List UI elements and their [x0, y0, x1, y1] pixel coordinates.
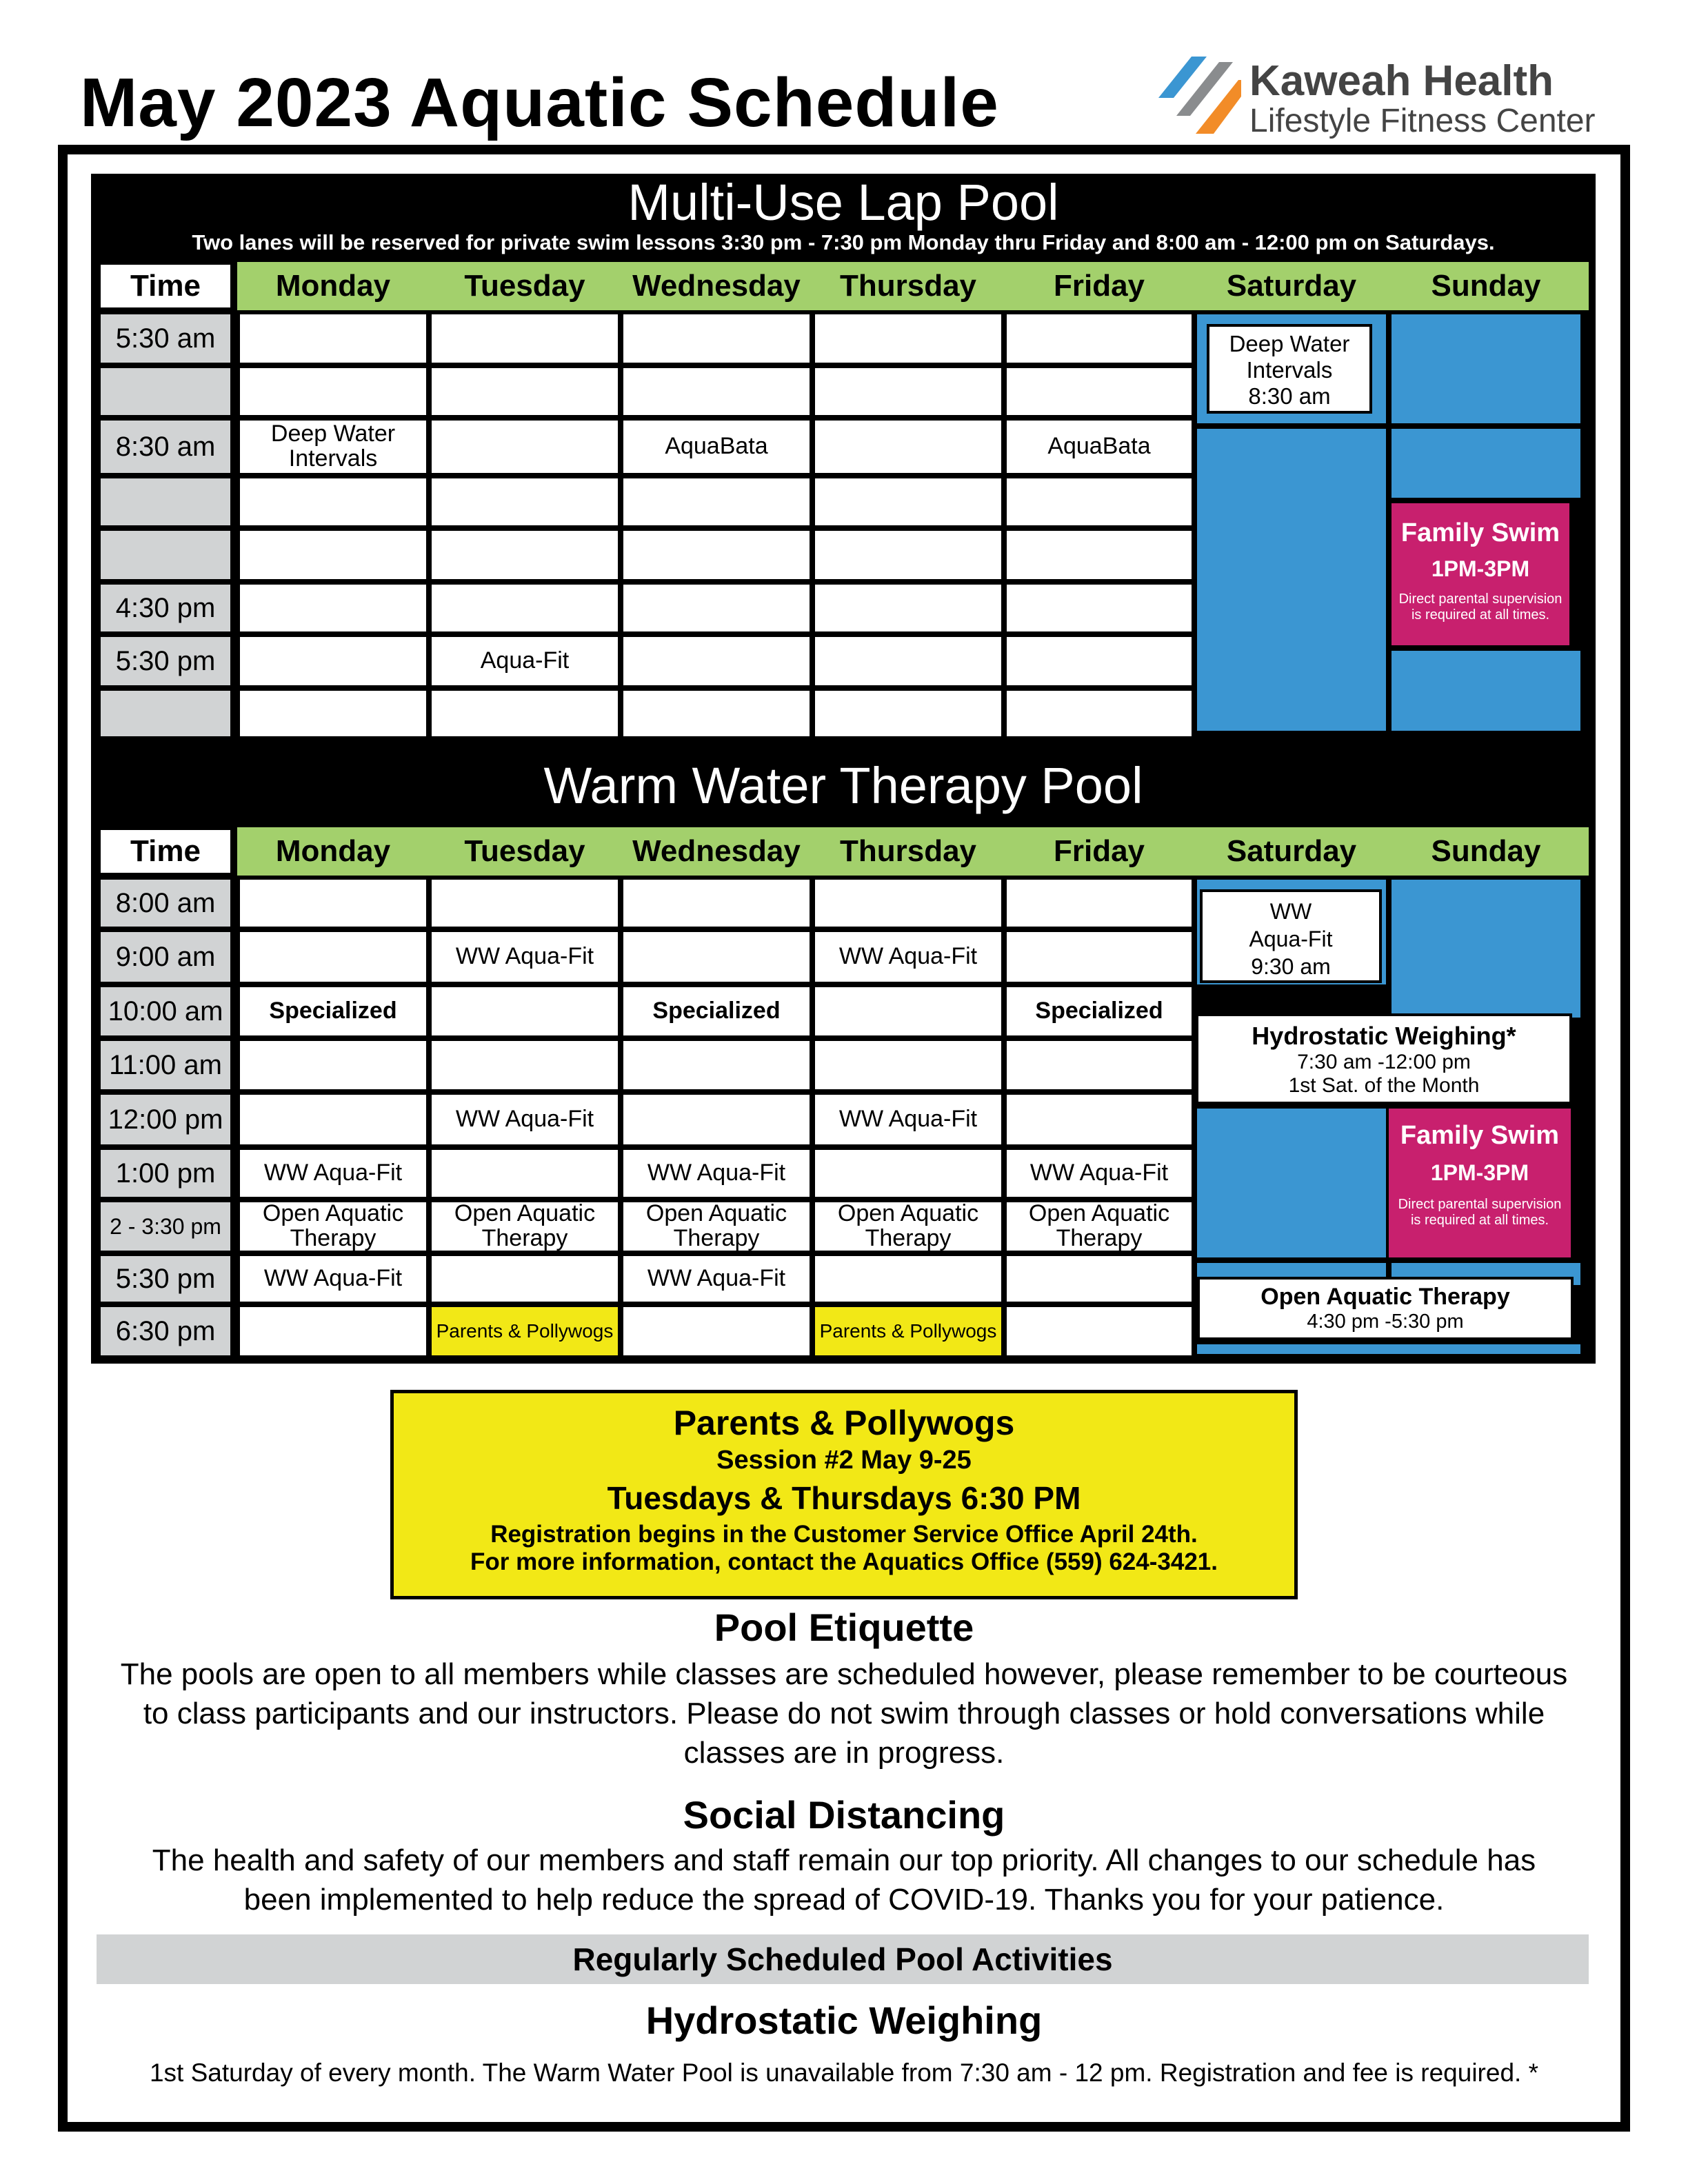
pollywogs-line1: Registration begins in the Customer Service Office April 24th. [490, 1521, 1198, 1548]
ther-cell: Parents & Pollywogs [429, 1304, 621, 1358]
lap-cell [812, 634, 1004, 688]
ther-time-cell: 8:00 am [98, 877, 233, 929]
ther-cell: WW Aqua-Fit [1004, 1147, 1194, 1200]
lap-cell [429, 476, 621, 528]
lap-cell [429, 688, 621, 739]
pollywogs-title: Parents & Pollywogs [673, 1404, 1015, 1442]
hydrostatic-text: 1st Saturday of every month. The Warm Water Pool is unavailable from 7:30 am - 12 pm. Registration and fee is required. * [149, 2059, 1538, 2087]
lap-cell [1004, 634, 1194, 688]
ther-weekend-bottom-strip [1194, 1342, 1583, 1357]
logo-name: Kaweah Health [1249, 57, 1554, 105]
lap-time-cell [98, 528, 233, 582]
lap-time-cell [98, 476, 233, 528]
lap-cell: AquaBata [621, 418, 812, 476]
lap-day-monday: Monday [237, 262, 429, 310]
lap-cell [237, 582, 429, 634]
ther-cell [621, 1038, 812, 1092]
ther-cell: Specialized [621, 984, 812, 1038]
ther-sat-aquafit-box [1200, 889, 1382, 983]
distancing-text [69, 1841, 1619, 1919]
lap-time-cell [98, 365, 233, 418]
page-title: May 2023 Aquatic Schedule [80, 64, 999, 141]
lap-cell [429, 365, 621, 418]
open-aquatic-therapy-box [1197, 1277, 1574, 1340]
lap-cell [621, 476, 812, 528]
ther-time-cell: 12:00 pm [98, 1092, 233, 1147]
lap-sat-deep-water-box [1207, 324, 1372, 414]
ther-time-cell: 6:30 pm [98, 1304, 233, 1358]
ther-cell [621, 877, 812, 929]
ther-cell [237, 1092, 429, 1147]
lap-pool-subtitle: Two lanes will be reserved for private swim lessons 3:30 pm - 7:30 pm Monday thru Friday and 8:00 am - 12:00 pm on Saturdays. [192, 230, 1495, 254]
ther-time-cell: 5:30 pm [98, 1253, 233, 1304]
lap-family-swim-note2: is required at all times. [1411, 607, 1550, 623]
ther-cell [812, 1253, 1004, 1304]
lap-cell [621, 528, 812, 582]
lap-cell [621, 312, 812, 365]
lap-sat-box-line3: 8:30 am [1248, 383, 1331, 409]
lap-day-saturday: Saturday [1194, 262, 1389, 310]
lap-pool-title: Multi-Use Lap Pool [627, 174, 1059, 231]
lap-cell [812, 365, 1004, 418]
ther-time-cell: 9:00 am [98, 929, 233, 984]
lap-day-sunday: Sunday [1389, 262, 1583, 310]
ther-cell [237, 877, 429, 929]
ther-sat-box-line3: 9:30 am [1251, 954, 1331, 979]
ther-cell: WW Aqua-Fit [812, 929, 1004, 984]
ther-cell: Specialized [1004, 984, 1194, 1038]
logo-subtitle: Lifestyle Fitness Center [1249, 103, 1596, 139]
ther-cell: Open Aquatic Therapy [812, 1200, 1004, 1253]
ther-cell [429, 984, 621, 1038]
ther-sat-block-2 [1194, 1106, 1389, 1260]
ther-cell [812, 1147, 1004, 1200]
lap-cell [237, 312, 429, 365]
pollywogs-days: Tuesdays & Thursdays 6:30 PM [607, 1480, 1081, 1516]
ther-cell [429, 1147, 621, 1200]
ther-cell: WW Aqua-Fit [621, 1253, 812, 1304]
hydrostatic-weighing-box [1196, 1013, 1572, 1104]
ther-day-saturday: Saturday [1194, 827, 1389, 876]
lap-cell [621, 634, 812, 688]
distancing-heading: Social Distancing [683, 1793, 1005, 1837]
lap-sat-box-line1: Deep Water [1229, 331, 1350, 356]
ther-cell: WW Aqua-Fit [621, 1147, 812, 1200]
lap-time-cell: 4:30 pm [98, 582, 233, 634]
ther-cell: Open Aquatic Therapy [621, 1200, 812, 1253]
ther-family-swim-box [1386, 1106, 1574, 1260]
ther-cell [237, 1304, 429, 1358]
lap-time-cell: 5:30 am [98, 312, 233, 365]
ther-sat-box-line1: WW [1269, 899, 1312, 924]
ther-time-cell: 10:00 am [98, 984, 233, 1038]
lap-cell [237, 365, 429, 418]
ther-cell [1004, 1253, 1194, 1304]
lap-cell [812, 418, 1004, 476]
ther-family-swim-time: 1PM-3PM [1430, 1160, 1529, 1185]
lap-time-header: Time [98, 262, 233, 310]
lap-cell [237, 476, 429, 528]
therapy-pool-title: Warm Water Therapy Pool [543, 757, 1143, 814]
lap-day-thursday: Thursday [812, 262, 1004, 310]
ther-cell [621, 1304, 812, 1358]
ther-cell [429, 877, 621, 929]
lap-cell [429, 528, 621, 582]
ther-cell [621, 1092, 812, 1147]
lap-family-swim-time: 1PM-3PM [1431, 556, 1530, 581]
lap-cell [429, 312, 621, 365]
ther-cell [1004, 1304, 1194, 1358]
distancing-line2: been implemented to help reduce the spread of COVID-19. Thanks you for your patience. [243, 1883, 1445, 1917]
ther-cell: WW Aqua-Fit [429, 1092, 621, 1147]
lap-cell [1004, 528, 1194, 582]
ther-cell: Specialized [237, 984, 429, 1038]
hydrostatic-heading: Hydrostatic Weighing [645, 1999, 1043, 2042]
ther-day-monday: Monday [237, 827, 429, 876]
ther-day-wednesday: Wednesday [621, 827, 812, 876]
ther-cell: Open Aquatic Therapy [429, 1200, 621, 1253]
ther-cell [237, 1038, 429, 1092]
lap-cell [812, 528, 1004, 582]
regular-activities-bar: Regularly Scheduled Pool Activities [97, 1934, 1589, 1984]
ther-time-cell: 1:00 pm [98, 1147, 233, 1200]
ther-family-swim-note2: is required at all times. [1410, 1213, 1549, 1228]
ther-cell: WW Aqua-Fit [812, 1092, 1004, 1147]
lap-cell [1004, 582, 1194, 634]
pollywogs-session: Session #2 May 9-25 [716, 1446, 972, 1475]
lap-cell: Aqua-Fit [429, 634, 621, 688]
ther-family-swim-note1: Direct parental supervision [1398, 1197, 1562, 1212]
ther-sun-block-1 [1389, 877, 1583, 1020]
ther-cell [621, 929, 812, 984]
oat-box-title: Open Aquatic Therapy [1260, 1284, 1510, 1310]
etiquette-line1: The pools are open to all members while classes are scheduled however, please remember to be courteous [120, 1657, 1568, 1691]
ther-time-cell: 11:00 am [98, 1038, 233, 1092]
ther-cell: WW Aqua-Fit [237, 1147, 429, 1200]
lap-sun-block-2 [1389, 426, 1583, 501]
lap-sat-box-line2: Intervals [1246, 357, 1333, 383]
lap-cell [237, 634, 429, 688]
lap-cell [1004, 476, 1194, 528]
lap-cell [812, 688, 1004, 739]
lap-cell [237, 528, 429, 582]
lap-family-swim-box [1389, 501, 1572, 648]
pollywogs-box [390, 1390, 1298, 1599]
ther-cell: Open Aquatic Therapy [1004, 1200, 1194, 1253]
ther-cell [812, 984, 1004, 1038]
lap-day-friday: Friday [1004, 262, 1194, 310]
lap-time-cell: 8:30 am [98, 418, 233, 476]
lap-time-cell: 5:30 pm [98, 634, 233, 688]
hydro-box-line1: 7:30 am -12:00 pm [1297, 1051, 1471, 1073]
ther-day-friday: Friday [1004, 827, 1194, 876]
lap-family-swim-note1: Direct parental supervision [1398, 592, 1563, 607]
lap-cell: AquaBata [1004, 418, 1194, 476]
ther-day-sunday: Sunday [1389, 827, 1583, 876]
ther-cell [1004, 929, 1194, 984]
distancing-line1: The health and safety of our members and staff remain our top priority. All changes to our schedule has [152, 1843, 1536, 1877]
ther-cell: Parents & Pollywogs [812, 1304, 1004, 1358]
lap-cell [1004, 312, 1194, 365]
ther-cell: WW Aqua-Fit [237, 1253, 429, 1304]
kaweah-logo-icon [1158, 57, 1241, 134]
hydro-box-line2: 1st Sat. of the Month [1288, 1074, 1480, 1097]
ther-cell [429, 1038, 621, 1092]
therapy-time-header: Time [98, 827, 233, 876]
ther-day-tuesday: Tuesday [429, 827, 621, 876]
lap-cell [1004, 365, 1194, 418]
ther-family-swim-title: Family Swim [1400, 1121, 1560, 1150]
lap-sun-block-3 [1389, 648, 1583, 734]
pollywogs-line2: For more information, contact the Aquatics Office (559) 624-3421. [470, 1548, 1218, 1575]
lap-cell [621, 582, 812, 634]
ther-cell [1004, 877, 1194, 929]
lap-time-cell [98, 688, 233, 739]
lap-cell [429, 582, 621, 634]
lap-cell [429, 418, 621, 476]
lap-cell [621, 365, 812, 418]
lap-cell [621, 688, 812, 739]
ther-cell: WW Aqua-Fit [429, 929, 621, 984]
ther-cell [429, 1253, 621, 1304]
lap-cell: Deep Water Intervals [237, 418, 429, 476]
lap-sun-block-1 [1389, 312, 1583, 426]
ther-cell [1004, 1092, 1194, 1147]
lap-family-swim-title: Family Swim [1400, 518, 1560, 547]
ther-cell [1004, 1038, 1194, 1092]
lap-day-tuesday: Tuesday [429, 262, 621, 310]
ther-day-thursday: Thursday [812, 827, 1004, 876]
etiquette-text [69, 1655, 1619, 1772]
ther-sat-box-line2: Aqua-Fit [1249, 927, 1333, 951]
etiquette-heading: Pool Etiquette [714, 1606, 974, 1649]
ther-cell [812, 877, 1004, 929]
lap-cell [237, 688, 429, 739]
lap-cell [812, 312, 1004, 365]
ther-time-cell: 2 - 3:30 pm [98, 1200, 233, 1253]
ther-cell: Open Aquatic Therapy [237, 1200, 429, 1253]
lap-cell [1004, 688, 1194, 739]
hydro-box-title: Hydrostatic Weighing* [1252, 1022, 1516, 1050]
lap-day-wednesday: Wednesday [621, 262, 812, 310]
ther-cell [237, 929, 429, 984]
etiquette-line2: to class participants and our instructors. Please do not swim through classes or hold conversations while [143, 1697, 1545, 1730]
ther-cell [812, 1038, 1004, 1092]
lap-cell [812, 476, 1004, 528]
lap-cell [812, 582, 1004, 634]
etiquette-line3: classes are in progress. [683, 1736, 1005, 1770]
lap-sat-block-2 [1194, 426, 1389, 734]
oat-box-time: 4:30 pm -5:30 pm [1307, 1311, 1464, 1333]
